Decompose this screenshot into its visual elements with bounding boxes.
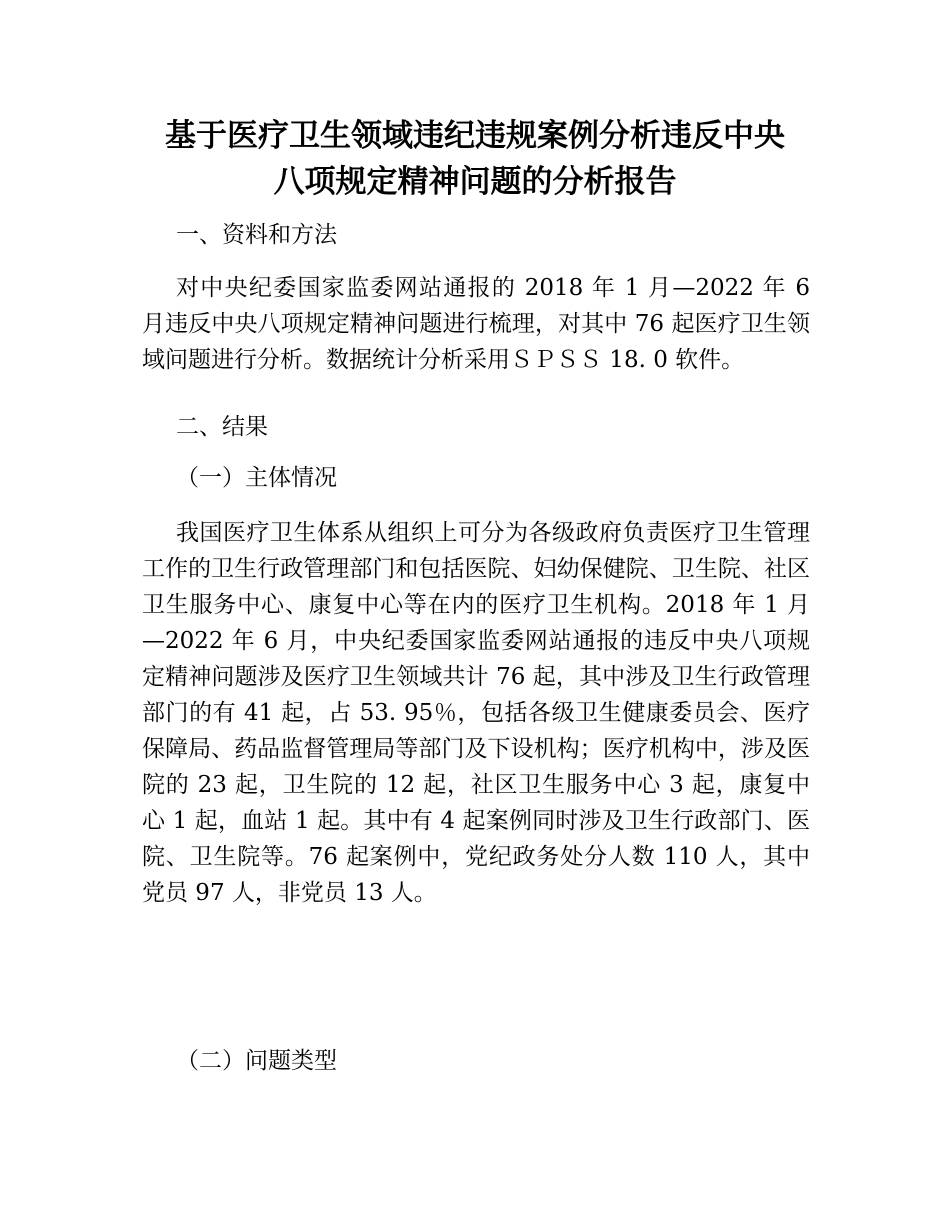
- section-heading-materials-methods: 一、资料和方法: [176, 222, 337, 248]
- subsection-heading-subjects: （一）主体情况: [176, 465, 337, 491]
- paragraph-materials-methods: 对中央纪委国家监委网站通报的 2018 年 1 月—2022 年 6 月违反中央八项规定精神问题进行梳理，对其中 76 起医疗卫生领域问题进行分析。数据统计分析采用ＳＰＳＳ 18. 0 软件。: [142, 275, 810, 373]
- subsection-heading-problem-types: （二）问题类型: [176, 1048, 337, 1074]
- paragraph-subjects: 我国医疗卫生体系从组织上可分为各级政府负责医疗卫生管理工作的卫生行政管理部门和包括医院、妇幼保健院、卫生院、社区卫生服务中心、康复中心等在内的医疗卫生机构。2018 年 1 月—2022 年 6 月，中央纪委国家监委网站通报的违反中央八项规定精神问题涉及医疗卫生领域共计 76 起，其中涉及卫生行政管理部门的有 41 起，占 53. 95％，包括各级卫生健康委员会、医疗保障局、药品监督管理局等部门及下设机构；医疗机构中，涉及医院的 23 起，卫生院的 12 起，社区卫生服务中心 3 起，康复中心 1 起，血站 1 起。其中有 4 起案例同时涉及卫生行政部门、医院、卫生院等。76 起案例中，党纪政务处分人数 110 人，其中党员 97 人，非党员 13 人。: [142, 520, 810, 906]
- document-title-line-2: 八项规定精神问题的分析报告: [273, 164, 677, 200]
- section-heading-results: 二、结果: [176, 414, 268, 440]
- document-title-line-1: 基于医疗卫生领域违纪违规案例分析违反中央: [165, 118, 785, 154]
